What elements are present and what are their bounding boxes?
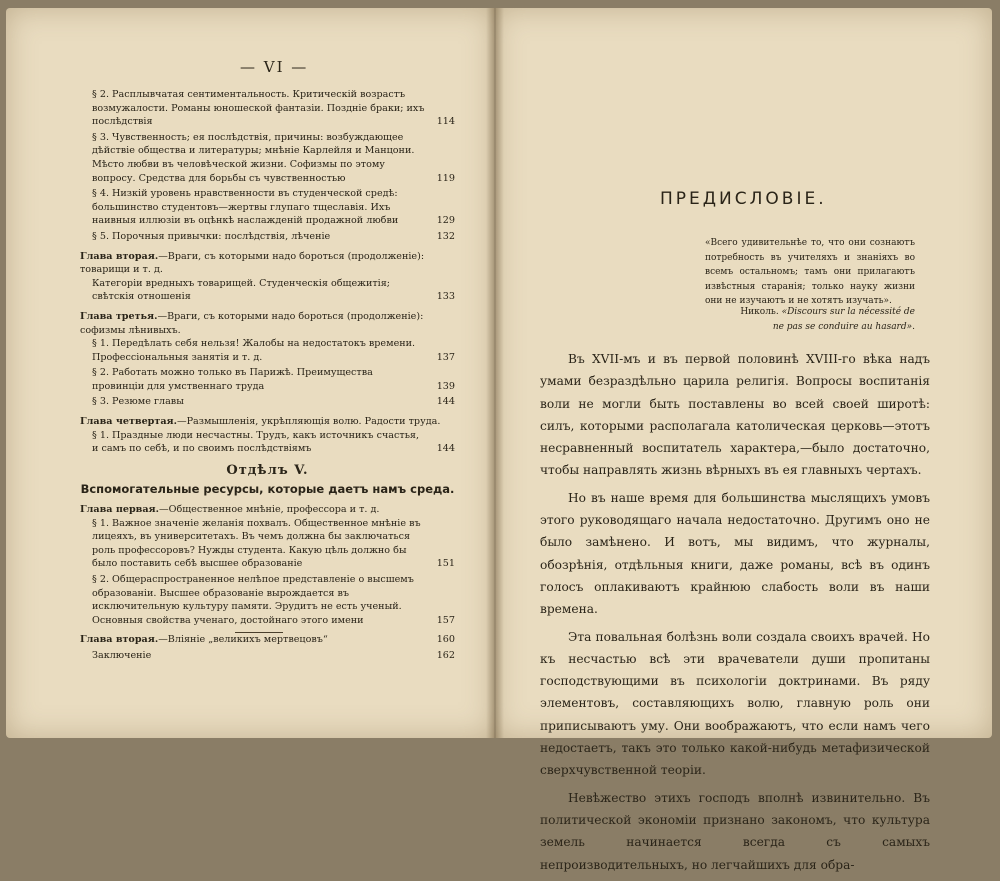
epigraph-source: «Discours sur la nécessité de ne pas se conduire au hasard».	[772, 307, 915, 332]
chapter-description: —Вліяніе „великихъ мертвецовъ“	[158, 634, 328, 646]
toc-entry-text: § 2. Расплывчатая сентиментальность. Критическій возрастъ возмужалости. Романы юношеской фантазіи. Поздніе браки; ихъ послѣдствія	[92, 89, 425, 128]
toc-entry	[80, 649, 455, 663]
chapter-title: Глава вторая.	[80, 250, 159, 262]
paragraph: Невѣжество этихъ господъ вполнѣ извинительно. Въ политической экономіи признано закономъ, что культура земель начинается всегда съ самыхъ непроизводительныхъ, но легчайшихъ для обра-	[540, 790, 930, 872]
part-title: Отдѣлъ V.	[226, 462, 309, 478]
epigraph-author: Николь.	[740, 307, 779, 317]
paragraph: Эта повальная болѣзнь воли создала своихъ врачей. Но къ несчастью всѣ эти врачеватели души пропитаны господствующими въ психологіи доктринами. Въ ряду элементовъ, составляющихъ волю, главную роль они приписываютъ уму. Они воображаютъ, что если намъ чего недостаетъ, такъ это только какой-нибудь метафизической сверхчувственной теоріи.	[540, 629, 930, 778]
toc-entry-text: § 2. Общераспространенное нелѣпое представленіе о высшемъ образованіи. Высшее образованіе вырождается въ исключительную культуру памяти. Эрудитъ не есть ученый. Основныя свойства ученаго, достойнаго этого имени	[92, 574, 414, 626]
chapter-title: Глава третья.	[80, 310, 158, 322]
chapter-description: —Размышленія, укрѣпляющія волю. Радости труда.	[176, 416, 441, 428]
toc-entry-page: 119	[436, 172, 455, 184]
end-rule	[235, 632, 283, 633]
toc-entry-text: § 3. Резюме главы	[92, 396, 184, 408]
chapter-description: —Общественное мнѣніе, профессора и т. д.	[158, 504, 380, 516]
toc-entry	[80, 88, 455, 129]
toc-entry-text: § 2. Работать можно только въ Парижѣ. Преимущества провинціи для умственнаго труда	[92, 367, 373, 392]
chapter-title: Глава четвертая.	[80, 416, 177, 428]
toc-entry	[80, 337, 455, 364]
book-gutter	[486, 8, 504, 738]
toc-entry-text: § 4. Низкій уровень нравственности въ студенческой средѣ: большинство студентовъ—жертвы глупаго тщеславія. Ихъ наивныя иллюзіи въ оцѣнкѣ наслажденій продажной любви	[92, 188, 399, 227]
chapter-heading	[80, 503, 455, 517]
toc-entry-page: 137	[436, 351, 455, 363]
chapter-heading	[80, 415, 455, 429]
toc-entry-page: 144	[436, 396, 455, 408]
chapter-title: Глава первая.	[80, 504, 159, 516]
toc-entry	[80, 277, 455, 304]
toc-entry-text: § 5. Порочныя привычки: послѣдствія, лѣченіе	[92, 230, 331, 242]
toc-entry	[80, 187, 455, 228]
preface-title: ПРЕДИСЛОВІЕ.	[660, 189, 827, 209]
chapter-heading	[80, 250, 455, 277]
preface-body	[540, 348, 930, 881]
toc-entry	[80, 573, 455, 627]
toc-entry-text: § 1. Передѣлать себя нельзя! Жалобы на недостатокъ времени. Профессіональныя занятія и т. д.	[92, 338, 416, 363]
part-subtitle: Вспомогательные ресурсы, которые даетъ намъ среда.	[80, 482, 455, 497]
toc-entry	[80, 429, 455, 456]
conclusion-text: Заключеніе	[92, 649, 152, 661]
toc-entry	[80, 366, 455, 393]
toc-entry	[80, 131, 455, 185]
epigraph-attribution	[735, 305, 915, 334]
toc-entry-page: 129	[436, 215, 455, 227]
toc-entry-page: 157	[436, 614, 455, 626]
toc-entry	[80, 517, 455, 571]
toc-entry-text: Категоріи вредныхъ товарищей. Студенческія общежитія; свѣтскія отношенія	[92, 277, 390, 303]
toc-entry-text: § 1. Важное значеніе желанія похвалъ. Общественное мнѣніе въ лицеяхъ, въ университетахъ. Въ чемъ должна бы заключаться роль профессоровъ? Нужды студента. Какую цѣль должно бы было поставить себѣ высшее образованіе	[92, 517, 421, 570]
toc-entry	[80, 395, 455, 409]
toc-entry-page: 133	[436, 291, 455, 303]
chapter-description: —Враги, съ которыми надо бороться (продолженіе): софизмы лѣнивыхъ.	[80, 310, 424, 336]
toc-entry	[80, 230, 455, 244]
toc-entry-page: 160	[436, 634, 455, 646]
chapter-title: Глава вторая.	[80, 634, 159, 646]
toc-entry-text: § 1. Праздные люди несчастны. Трудъ, какъ источникъ счастья, и самъ по себѣ, и по своимъ послѣдствіямъ	[92, 429, 420, 455]
chapter-heading	[80, 310, 455, 337]
toc-entry-page: 114	[436, 116, 455, 128]
toc-entry-page: 162	[436, 649, 455, 661]
chapter-heading	[80, 633, 455, 647]
toc-entry-text: § 3. Чувственность; ея послѣдствія, причины: возбуждающее дѣйствіе общества и литературы; мнѣніе Карлейля и Манцони. Мѣсто любви въ человѣческой жизни. Софизмы по этому вопросу. Средства для борьбы съ чувственностью	[92, 131, 415, 184]
toc-entry-page: 144	[436, 443, 455, 455]
toc-entry-page: 139	[436, 380, 455, 392]
epigraph: «Всего удивительнѣе то, что они сознаютъ потребность въ учителяхъ и знаніяхъ во всемъ остальномъ; тамъ они прилагаютъ извѣстныя старанія; только науку жизни они не изучаютъ и не хотятъ изучать».	[705, 238, 915, 306]
toc-entry-page: 132	[436, 230, 455, 242]
paragraph: Въ XVII-мъ и въ первой половинѣ XVIII-го вѣка надъ умами безраздѣльно царила религія. Вопросы воспитанія воли не могли быть поставлены во всей своей широтѣ: силъ, которыми располагала католическая церковь—этотъ несравненный воспитатель характера,—было достаточно, чтобы направлять жизнь вѣрныхъ въ ея главныхъ чертахъ.	[540, 352, 930, 478]
page-number: — VI —	[240, 58, 309, 76]
chapter-description: —Враги, съ которыми надо бороться (продолженіе): товарищи и т. д.	[80, 250, 425, 276]
table-of-contents	[80, 88, 455, 665]
paragraph: Но въ наше время для большинства мыслящихъ умовъ этого руководящаго начала недостаточно. Другимъ оно не было замѣнено. И вотъ, мы видимъ, что журналы, обозрѣнія, отдѣльныя книги, даже романы, всѣ въ одинъ голосъ оплакиваютъ крайнюю слабость воли въ наши времена.	[540, 490, 930, 617]
toc-entry-page: 151	[436, 558, 455, 570]
